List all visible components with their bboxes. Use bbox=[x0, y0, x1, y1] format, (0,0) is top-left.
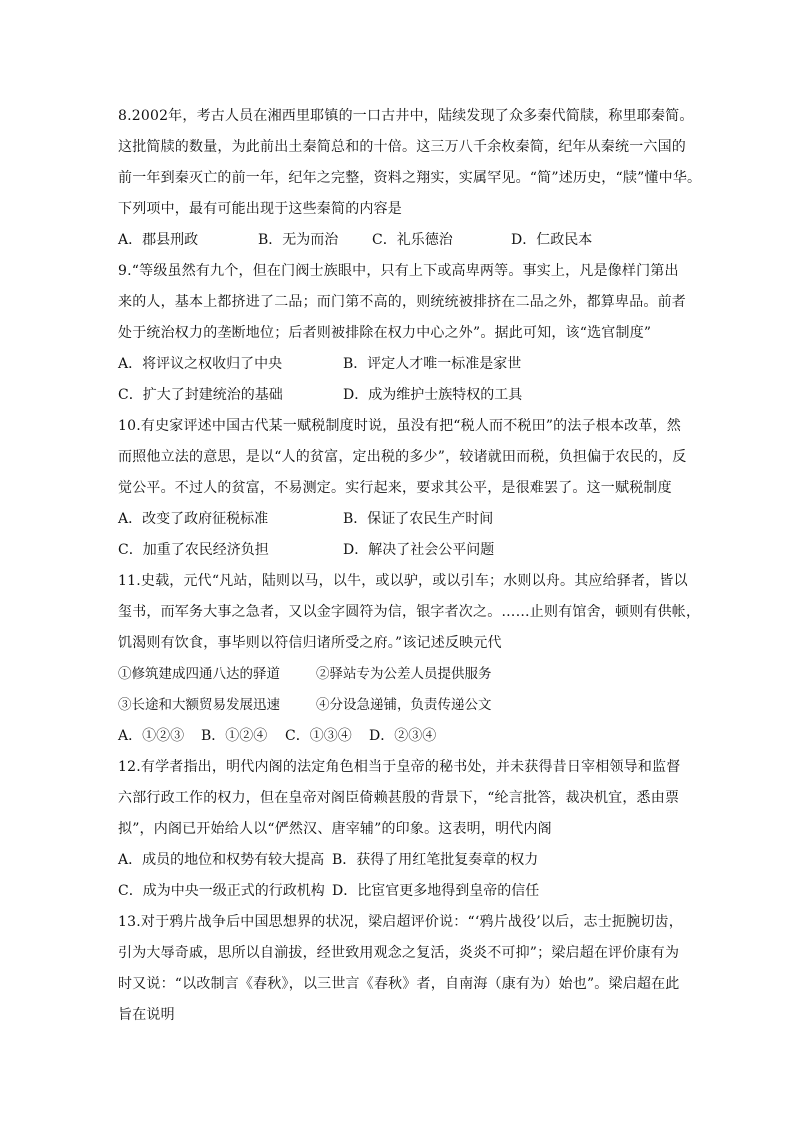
q9-stem-line: 来的人，基本上都挤进了二品；而门第不高的，则统统被排挤在二品之外，都算卑品。前者 bbox=[118, 294, 686, 310]
q12-stem-line: 12.有学者指出，明代内阁的法定角色相当于皇帝的秘书处，并未获得昔日宰相领导和监督 bbox=[118, 759, 681, 775]
q12-option-b: B．获得了用红笔批复奏章的权力 bbox=[332, 852, 539, 868]
q8-option-a: A．郡县刑政 bbox=[118, 232, 199, 248]
q9-option-b: B．评定人才唯一标准是家世 bbox=[343, 356, 522, 372]
q8-stem-line: 8.2002年，考古人员在湘西里耶镇的一口古井中，陆续发现了众多秦代简牍，称里耶秦简。 bbox=[118, 108, 694, 124]
q10-option-c: C．加重了农民经济负担 bbox=[118, 542, 269, 558]
q13-stem-line: 引为大辱奇戚，思所以自湔拔，经世致用观念之复活，炎炎不可抑”；梁启超在评价康有为 bbox=[118, 945, 680, 961]
q11-stem-line: 11.史载，元代“凡站，陆则以马，以牛，或以驴，或以引车；水则以舟。其应给驿者，皆以 bbox=[118, 573, 688, 589]
q12-stem-line: 六部行政工作的权力，但在皇帝对阁臣倚赖甚殷的背景下，“纶言批答，裁决机宜，悉由票 bbox=[118, 790, 680, 806]
q9-option-c: C．扩大了封建统治的基础 bbox=[118, 387, 283, 403]
q9-option-d: D．成为维护士族特权的工具 bbox=[343, 387, 523, 403]
q9-stem-line: 9.“等级虽然有九个，但在门阀士族眼中，只有上下或高卑两等。事实上，凡是像样门第出 bbox=[118, 263, 679, 279]
q11-option-c: C．①③④ bbox=[285, 728, 352, 744]
q11-item-3: ③长途和大额贸易发展迅速 bbox=[118, 697, 280, 713]
q13-stem-line: 13.对于鸦片战争后中国思想界的状况，梁启超评价说：“‘鸦片战役’以后，志士扼腕切齿， bbox=[118, 914, 683, 930]
q12-stem-line: 拟”，内阁已开始给人以“俨然汉、唐宰辅”的印象。这表明，明代内阁 bbox=[118, 821, 552, 837]
q13-stem-line: 旨在说明 bbox=[118, 1007, 175, 1023]
q13-stem-line: 时又说：“以改制言《春秋》，以三世言《春秋》者，自南海（康有为）始也”。梁启超在此 bbox=[118, 976, 680, 992]
q12-option-d: D．比宦官更多地得到皇帝的信任 bbox=[332, 883, 540, 899]
q10-option-b: B．保证了农民生产时间 bbox=[343, 511, 494, 527]
q10-stem-line: 10.有史家评述中国古代某一赋税制度时说，虽没有把“税人而不税田”的法子根本改革，然 bbox=[118, 418, 681, 434]
q11-option-b: B．①②④ bbox=[201, 728, 268, 744]
q9-option-a: A．将评议之权收归了中央 bbox=[118, 356, 283, 372]
q10-option-a: A．改变了政府征税标准 bbox=[118, 511, 269, 527]
q11-stem-line: 饥渴则有饮食，事毕则以符信归诸所受之府。”该记述反映元代 bbox=[118, 635, 502, 651]
q11-item-1: ①修筑建成四通八达的驿道 bbox=[118, 666, 280, 682]
q8-option-c: C．礼乐德治 bbox=[372, 232, 453, 248]
q8-option-b: B．无为而治 bbox=[258, 232, 339, 248]
q11-option-d: D．②③④ bbox=[369, 728, 437, 744]
q8-option-d: D．仁政民本 bbox=[511, 232, 593, 248]
q12-option-c: C．成为中央一级正式的行政机构 bbox=[118, 883, 325, 899]
q10-option-d: D．解决了社会公平问题 bbox=[343, 542, 495, 558]
q11-stem-line: 玺书，而军务大事之急者，又以金字圆符为信，银字者次之。……止则有馆舍，顿则有供帐， bbox=[118, 604, 701, 620]
q9-stem-line: 处于统治权力的垄断地位；后者则被排除在权力中心之外”。据此可知，该“选官制度” bbox=[118, 325, 652, 341]
q8-stem-line: 这批简牍的数量，为此前出土秦简总和的十倍。这三万八千余枚秦简，纪年从秦统一六国的 bbox=[118, 139, 686, 155]
q10-stem-line: 觉公平。不过人的贫富，不易测定。实行起来，要求其公平，是很难罢了。这一赋税制度 bbox=[118, 480, 672, 496]
q11-item-4: ④分设急递铺，负责传递公文 bbox=[316, 697, 492, 713]
q10-stem-line: 而照他立法的意思，是以“人的贫富，定出税的多少”，较诸就田而税，负担偏于农民的，反 bbox=[118, 449, 687, 465]
q11-item-2: ②驿站专为公差人员提供服务 bbox=[316, 666, 492, 682]
q8-stem-line: 前一年到秦灭亡的前一年，纪年之完整，资料之翔实，实属罕见。“简”述历史，“牍”懂中华。 bbox=[118, 170, 702, 186]
q8-stem-line: 下列项中，最有可能出现于这些秦简的内容是 bbox=[118, 201, 402, 217]
q11-option-a: A．①②③ bbox=[118, 728, 185, 744]
q12-option-a: A．成员的地位和权势有较大提高 bbox=[118, 852, 325, 868]
